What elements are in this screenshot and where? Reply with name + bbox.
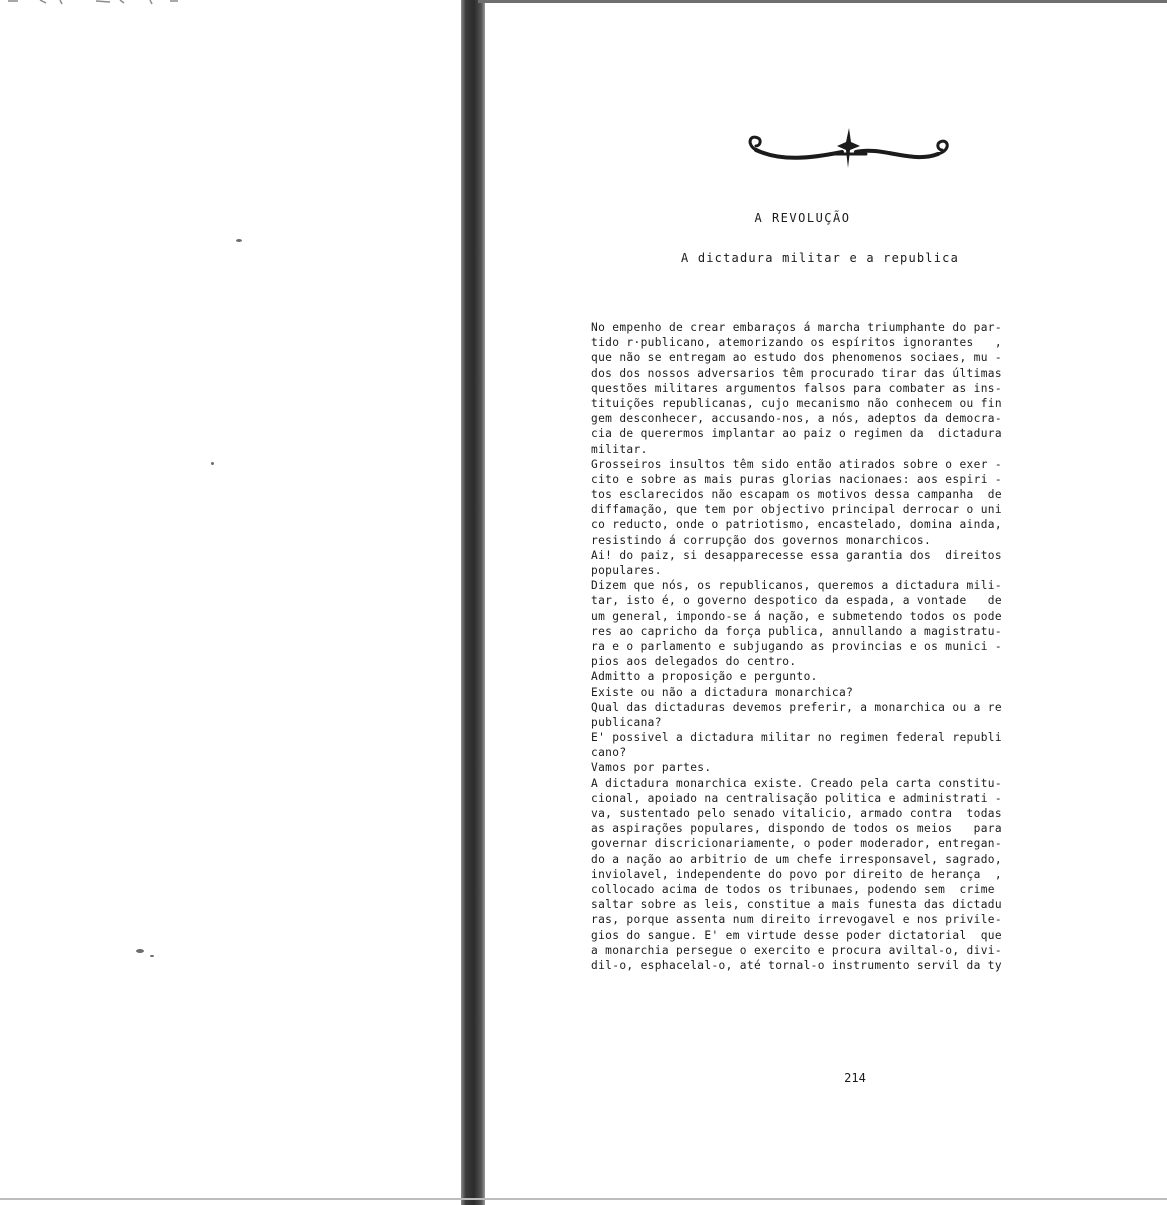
body-line: um general, impondo-se á nação, e submetendo todos os pode xyxy=(591,609,1002,623)
body-line: questões militares argumentos falsos para combater as ins- xyxy=(591,381,1002,395)
body-line: cional, apoiado na centralisação politica e administrati - xyxy=(591,791,1002,805)
body-line: tido r·publicano, atemorizando os espíritos ignorantes , xyxy=(591,336,1002,350)
body-line: militar. xyxy=(591,442,648,456)
body-line: res ao capricho da força publica, annullando a magistratu- xyxy=(591,624,1002,638)
chapter-subheading: A dictadura militar e a republica xyxy=(680,251,959,265)
body-line: cia de querermos implantar ao paiz o regimen da dictadura xyxy=(591,427,1002,441)
body-line: E' possivel a dictadura militar no regimen federal republi xyxy=(591,731,1002,745)
body-line: tituições republicanas, cujo mecanismo não conhecem ou fin xyxy=(591,396,1002,410)
body-text xyxy=(591,320,1101,973)
body-line: dil-o, esphacelal-o, até tornal-o instrumento servil da ty xyxy=(591,958,1002,972)
body-line: do a nação ao arbitrio de um chefe irresponsavel, sagrado, xyxy=(591,852,1002,866)
chapter-heading: A REVOLUÇÃO xyxy=(754,211,851,225)
body-line: Qual das dictaduras devemos preferir, a monarchica ou a re xyxy=(591,700,1002,714)
body-line: populares. xyxy=(591,564,662,577)
body-line: collocado acima de todos os tribunaes, podendo sem crime xyxy=(591,882,995,896)
body-line: diffamação, que tem por objectivo principal derrocar o uni xyxy=(591,503,1002,517)
body-line: pios aos delegados do centro. xyxy=(591,655,797,669)
body-line: gios do sangue. E' em virtude desse poder dictatorial que xyxy=(591,928,1002,942)
body-line: A dictadura monarchica existe. Creado pela carta constitu- xyxy=(591,776,1002,790)
book-gutter-shadow xyxy=(461,0,485,1205)
body-line: Admitto a proposição e pergunto. xyxy=(591,670,818,684)
scan-speck xyxy=(236,239,242,242)
page-bottom-edge xyxy=(0,1198,1167,1200)
body-line: inviolavel, independente do povo por direito de herança , xyxy=(591,867,1002,881)
body-line: co reducto, onde o patriotismo, encastelado, domina ainda, xyxy=(591,518,1002,532)
body-line: as aspirações populares, dispondo de todos os meios para xyxy=(591,822,1002,836)
body-line: resistindo á corrupção dos governos monarchicos. xyxy=(591,533,932,547)
page-number: 214 xyxy=(844,1071,866,1085)
body-line: governar discricionariamente, o poder moderador, entregan- xyxy=(591,837,1002,851)
body-line: tar, isto é, o governo despotico da espada, a vontade de xyxy=(591,594,1002,608)
scroll-flourish-icon xyxy=(742,124,956,174)
body-line: Ai! do paiz, si desapparecesse essa garantia dos direitos xyxy=(591,548,1002,562)
body-line: va, sustentado pelo senado vitalicio, armado contra todas xyxy=(591,807,1002,820)
body-line: Dizem que nós, os republicanos, queremos a dictadura mili- xyxy=(591,579,1002,593)
body-line: Vamos por partes. xyxy=(591,761,712,775)
body-line: publicana? xyxy=(591,715,662,729)
body-line: ra e o parlamento e subjugando as provincias e os munici - xyxy=(591,639,1002,653)
scan-speck xyxy=(150,955,154,957)
body-line: tos esclarecidos não escapam os motivos dessa campanha de xyxy=(591,488,1002,502)
left-page-blank xyxy=(0,0,466,1205)
body-line: gem desconhecer, accusando-nos, a nós, adeptos da democra- xyxy=(591,412,1002,426)
scan-edge-marks xyxy=(0,0,190,6)
body-line: cito e sobre as mais puras glorias nacionaes: aos espiri - xyxy=(591,472,1002,486)
body-line: a monarchia persegue o exercito e procura aviltal-o, divi- xyxy=(591,943,1002,957)
body-line: dos dos nossos adversarios têm procurado tirar das últimas xyxy=(591,366,1002,380)
body-line: que não se entregam ao estudo dos phenomenos sociaes, mu - xyxy=(591,351,1002,365)
body-line: ras, porque assenta num direito irrevogavel e nos privile- xyxy=(591,913,1002,927)
body-line: cano? xyxy=(591,746,627,760)
body-line: saltar sobre as leis, constitue a mais funesta das dictadu xyxy=(591,898,1002,912)
body-line: No empenho de crear embaraços á marcha triumphante do par- xyxy=(591,321,1002,334)
scan-speck xyxy=(211,462,214,465)
body-line: Grosseiros insultos têm sido então atirados sobre o exer - xyxy=(591,457,1002,471)
body-line: Existe ou não a dictadura monarchica? xyxy=(591,685,854,699)
scan-speck xyxy=(136,949,144,953)
